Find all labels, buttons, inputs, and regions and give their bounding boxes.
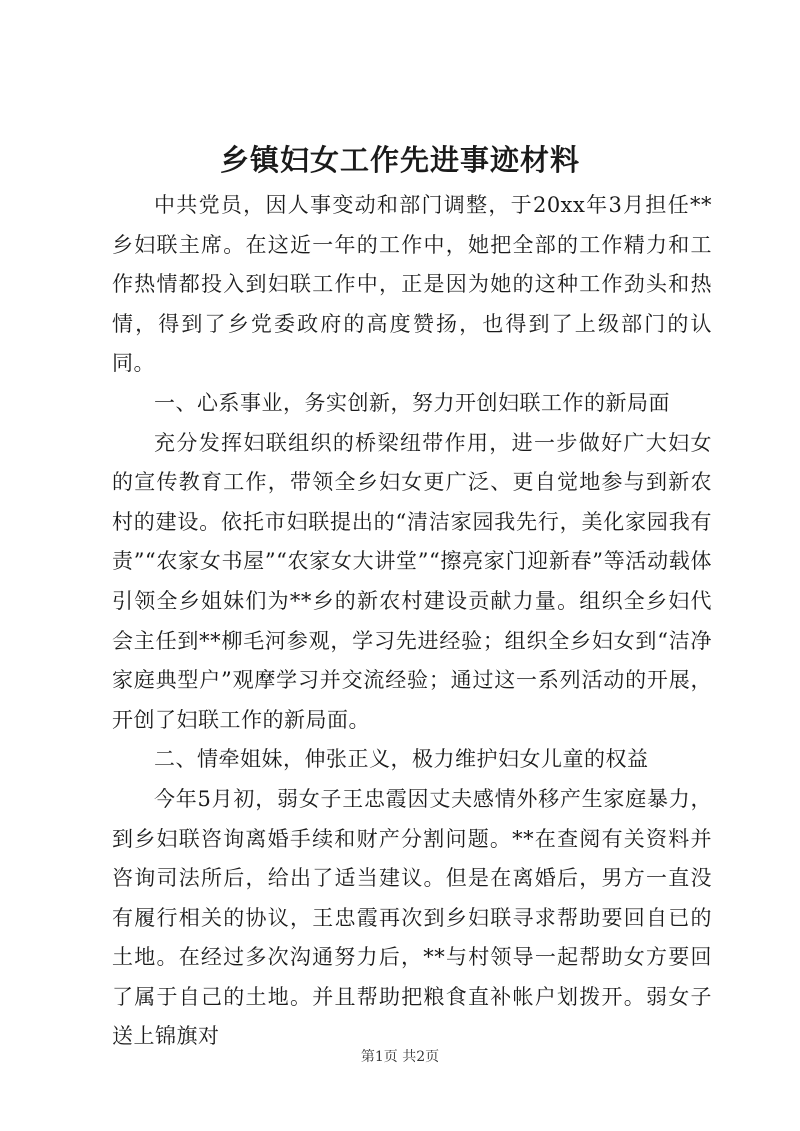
section-heading-1: 一、心系事业，务实创新，努力开创妇联工作的新局面 — [154, 390, 670, 415]
page-footer: 第1页 共2页 — [360, 1049, 440, 1065]
document-body — [112, 186, 712, 1057]
document-title: 乡镇妇女工作先进事迹材料 — [219, 143, 580, 177]
paragraph-intro: 中共党员，因人事变动和部门调整，于20xx年3月担任**乡妇联主席。在这近一年的工作中，她把全部的工作精力和工作热情都投入到妇联工作中，正是因为她的这种工作劲头和热情，得到了乡党委政府的高度赞扬，也得到了上级部门的认同。 — [112, 193, 712, 376]
paragraph-section-1: 充分发挥妇联组织的桥梁纽带作用，进一步做好广大妇女的宣传教育工作，带领全乡妇女更广泛、更自觉地参与到新农村的建设。依托市妇联提出的“清洁家园我先行，美化家园我有责”“农家女书屋”“农家女大讲堂”“擦亮家门迎新春”等活动载体引领全乡姐妹们为**乡的新农村建设贡献力量。组织全乡妇代会主任到**柳毛河参观，学习先进经验；组织全乡妇女到“洁净家庭典型户”观摩学习并交流经验；通过这一系列活动的开展，开创了妇联工作的新局面。 — [112, 430, 712, 732]
paragraph-section-2: 今年5月初，弱女子王忠霞因丈夫感情外移产生家庭暴力，到乡妇联咨询离婚手续和财产分割问题。**在查阅有关资料并咨询司法所后，给出了适当建议。但是在离婚后，男方一直没有履行相关的协议，王忠霞再次到乡妇联寻求帮助要回自已的土地。在经过多次沟通努力后，**与村领导一起帮助女方要回了属于自己的土地。并且帮助把粮食直补帐户划拨开。弱女子送上锦旗对 — [112, 786, 712, 1049]
section-heading-2: 二、情牵姐妹，伸张正义，极力维护妇女儿童的权益 — [154, 747, 649, 772]
